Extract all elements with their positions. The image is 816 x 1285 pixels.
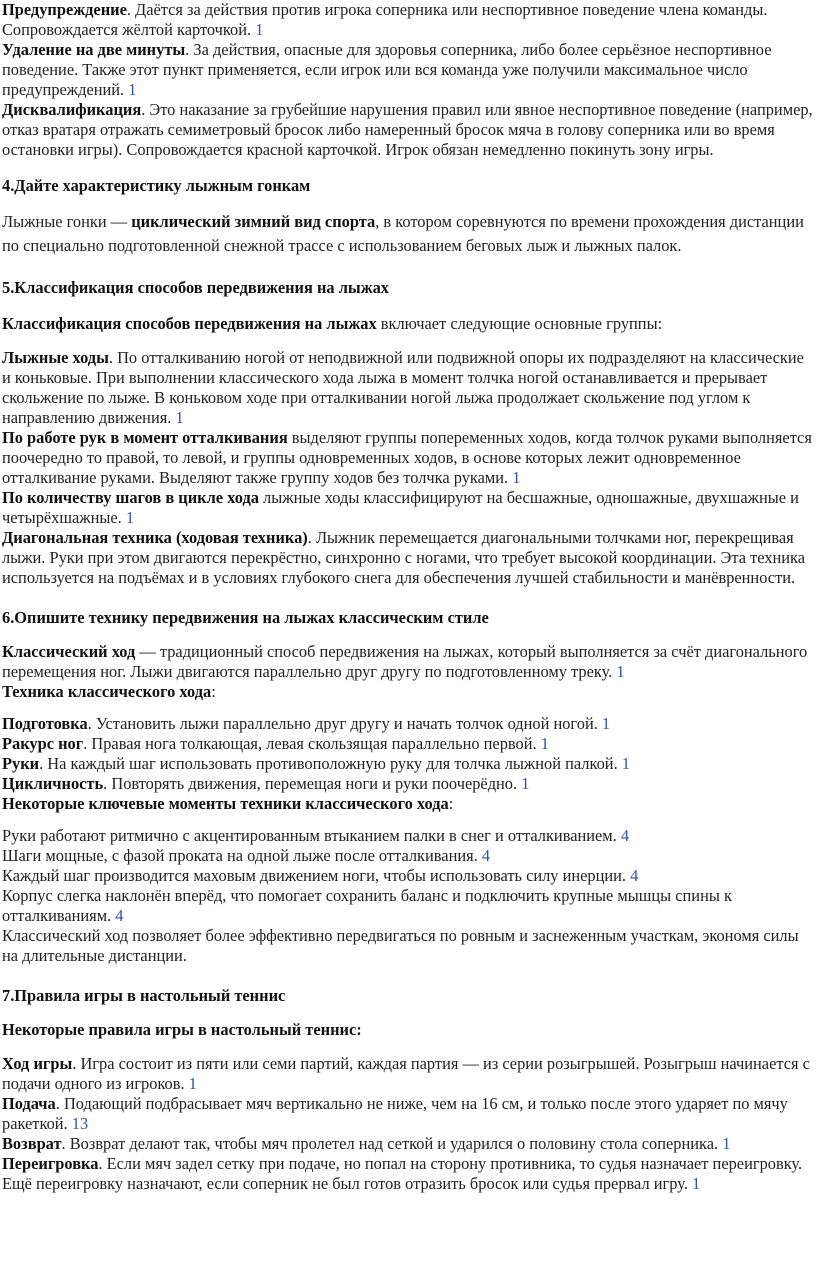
reference-link[interactable]: 1 [540,734,549,753]
reference-link[interactable]: 1 [175,408,184,427]
reference-link[interactable]: 4 [115,906,124,925]
paragraph-classic-intro: Классический ход — традиционный способ передвижения на лыжах, который выполняется за счёт диагонального перемещения ног. Лыжи двигаются параллельно друг другу по подготовленному треку. 1 [2,642,808,681]
list-item: Возврат. Возврат делают так, чтобы мяч пролетел над сеткой и ударился о половину стола соперника. 1 [2,1134,731,1153]
list-item: Каждый шаг производится маховым движением ноги, чтобы использовать силу инерции. 4 [2,866,639,885]
list-item: По количеству шагов в цикле хода лыжные ходы классифицируют на бесшажные, одношажные, двухшажные и четырёхшажные. 1 [2,488,799,527]
list-item: Диагональная техника (ходовая техника). Лыжник перемещается диагональными толчками ног, перекрещивая лыжи. Руки при этом двигаются перекрёстно, синхронно с ногами, что требует высокой координации. Эта техника используется на подъёмах и в условиях глубокого снега для обеспечения лучшей стабильности и манёвренности. [2,528,806,587]
list-item: По работе рук в момент отталкивания выделяют группы попеременных ходов, когда толчок руками выполняется поочередно то правой, то левой, и группы одновременных ходов, в основе которых лежит одновременное отталкивание руками. Выделяют также группу ходов без толчка руками. 1 [2,428,812,487]
reference-link[interactable]: 4 [630,866,639,885]
list-item: Цикличность. Повторять движения, перемещая ноги и руки поочерёдно. 1 [2,774,530,793]
reference-link[interactable]: 1 [616,662,625,681]
subheading-key-points: Некоторые ключевые моменты техники классического хода: [2,794,454,813]
section-heading-5: 5.Классификация способов передвижения на лыжах [2,278,389,297]
list-item: Корпус слегка наклонён вперёд, что помогает сохранить баланс и подключить крупные мышцы спины к отталкиваниям. 4 [2,886,732,925]
list-item: Руки. На каждый шаг использовать противоположную руку для толчка лыжной палкой. 1 [2,754,630,773]
section-heading-6: 6.Опишите технику передвижения на лыжах классическим стиле [2,608,489,627]
section-heading-4: 4.Дайте характеристику лыжным гонкам [2,176,311,195]
subheading-table-tennis-rules: Некоторые правила игры в настольный теннис: [2,1020,362,1039]
reference-link[interactable]: 1 [722,1134,731,1153]
list-item: Лыжные ходы. По отталкиванию ногой от неподвижной или подвижной опоры их подразделяют на классические и коньковые. При выполнении классического хода лыжа в момент толчка ногой останавливается и прерывает скольжение по лыже. В коньковом ходе при отталкивании ногой лыжа продолжает скольжение под углом к направлению движения. 1 [2,348,804,427]
reference-link[interactable]: 1 [691,1174,701,1193]
paragraph-ski-racing: Лыжные гонки — циклический зимний вид спорта, в котором соревнуются по времени прохождения дистанции по специально подготовленной снежной трассе с использованием беговых лыж и лыжных палок. [2,212,804,255]
reference-link[interactable]: 1 [125,508,135,527]
list-item: Ход игры. Игра состоит из пяти или семи партий, каждая партия — из серии розыгрышей. Розыгрыш начинается с подачи одного из игроков. 1 [2,1054,810,1093]
list-item: Руки работают ритмично с акцентированным втыканием палки в снег и отталкиванием. 4 [2,826,630,845]
paragraph-disqualification: Дисквалификация. Это наказание за грубейшие нарушения правил или явное неспортивное поведение (например, отказ вратаря отражать семиметровый бросок либо намеренный бросок мяча в голову соперника или во время остановки игры). Сопровождается красной карточкой. Игрок обязан немедленно покинуть зону игры. [2,100,813,159]
paragraph-warning: Предупреждение. Даётся за действия против игрока соперника или неспортивное поведение члена команды. Сопровождается жёлтой карточкой. 1 [2,0,768,39]
paragraph-removal: Удаление на две минуты. За действия, опасные для здоровья соперника, либо более серьёзное неспортивное поведение. Также этот пункт применяется, если игрок или вся команда уже получили максимальное число предупреждений. 1 [2,40,772,99]
list-item: Переигровка. Если мяч задел сетку при подаче, но попал на сторону противника, то судья назначает переигровку. Ещё переигровку назначают, если соперник не был готов отразить бросок или судья прервал игру. 1 [2,1154,803,1193]
paragraph-classification-intro: Классификация способов передвижения на лыжах включает следующие основные группы: [2,314,663,333]
reference-link[interactable]: 1 [521,774,530,793]
list-item: Шаги мощные, с фазой проката на одной лыже после отталкивания. 4 [2,846,491,865]
reference-link[interactable]: 4 [620,826,630,845]
reference-link[interactable]: 1 [128,80,137,99]
reference-link[interactable]: 1 [255,20,264,39]
list-item: Ракурс ног. Правая нога толкающая, левая скользящая параллельно первой. 1 [2,734,549,753]
reference-link[interactable]: 1 [188,1074,197,1093]
reference-link[interactable]: 4 [481,846,491,865]
list-item: Подготовка. Установить лыжи параллельно друг другу и начать толчок одной ногой. 1 [2,714,611,733]
reference-link[interactable]: 1 [621,754,630,773]
subheading-technique: Техника классического хода: [2,682,216,701]
section-heading-7: 7.Правила игры в настольный теннис [2,986,286,1005]
list-item: Классический ход позволяет более эффективно передвигаться по ровным и заснеженным участкам, экономя силы на длительные дистанции. [2,926,799,965]
reference-link[interactable]: 1 [601,714,611,733]
reference-link[interactable]: 13 [71,1114,89,1133]
reference-link[interactable]: 1 [512,468,521,487]
list-item: Подача. Подающий подбрасывает мяч вертикально не ниже, чем на 16 см, и только после этого ударяет по мячу ракеткой. 13 [2,1094,788,1133]
